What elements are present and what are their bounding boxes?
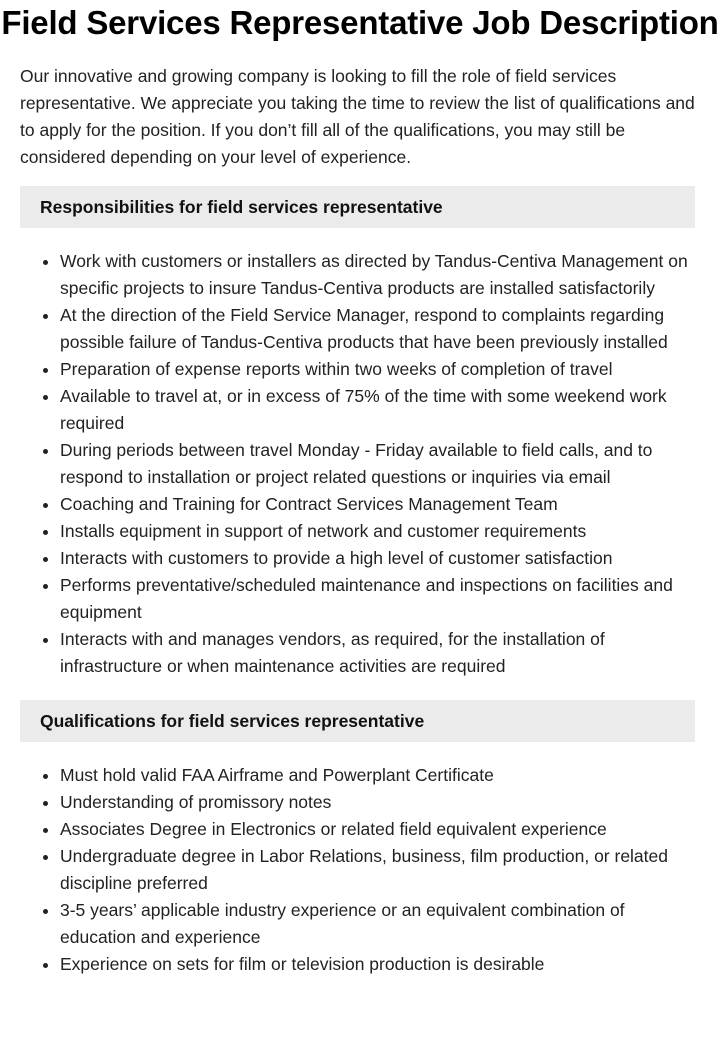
list-item: • Preparation of expense reports within two weeks of completion of travel (60, 356, 698, 383)
list-item: • Coaching and Training for Contract Services Management Team (60, 491, 698, 518)
list-item: • Installs equipment in support of network and customer requirements (60, 518, 698, 545)
intro-paragraph: Our innovative and growing company is looking to fill the role of field services representative. We appreciate you taking the time to review the list of qualifications and to apply for the position. If you don’t fill all of the qualifications, you may still be considered depending on your level of experience. (20, 66, 695, 167)
list-item: • During periods between travel Monday - Friday available to field calls, and to respond to installation or project related questions or inquiries via email (60, 437, 698, 491)
list-item: • Performs preventative/scheduled maintenance and inspections on facilities and equipment (60, 572, 698, 626)
list-item: • Interacts with and manages vendors, as required, for the installation of infrastructure or when maintenance activities are required (60, 626, 698, 680)
list-item: • Associates Degree in Electronics or related field equivalent experience (60, 816, 698, 843)
responsibilities-heading: Responsibilities for field services representative (20, 186, 695, 228)
list-item: • Experience on sets for film or television production is desirable (60, 951, 698, 978)
list-item: • 3-5 years’ applicable industry experience or an equivalent combination of education and experience (60, 897, 698, 951)
page-title: Field Services Representative Job Description (1, 4, 719, 41)
responsibilities-list (20, 248, 698, 680)
qualifications-list (20, 762, 698, 978)
list-item: • Understanding of promissory notes (60, 789, 698, 816)
list-item: • Interacts with customers to provide a high level of customer satisfaction (60, 545, 698, 572)
qualifications-heading: Qualifications for field services representative (20, 700, 695, 742)
list-item: • Undergraduate degree in Labor Relations, business, film production, or related discipline preferred (60, 843, 698, 897)
list-item: • Must hold valid FAA Airframe and Powerplant Certificate (60, 762, 698, 789)
list-item: • Work with customers or installers as directed by Tandus-Centiva Management on specific projects to insure Tandus-Centiva products are installed satisfactorily (60, 248, 698, 302)
list-item: • Available to travel at, or in excess of 75% of the time with some weekend work required (60, 383, 698, 437)
list-item: • At the direction of the Field Service Manager, respond to complaints regarding possible failure of Tandus-Centiva products that have been previously installed (60, 302, 698, 356)
